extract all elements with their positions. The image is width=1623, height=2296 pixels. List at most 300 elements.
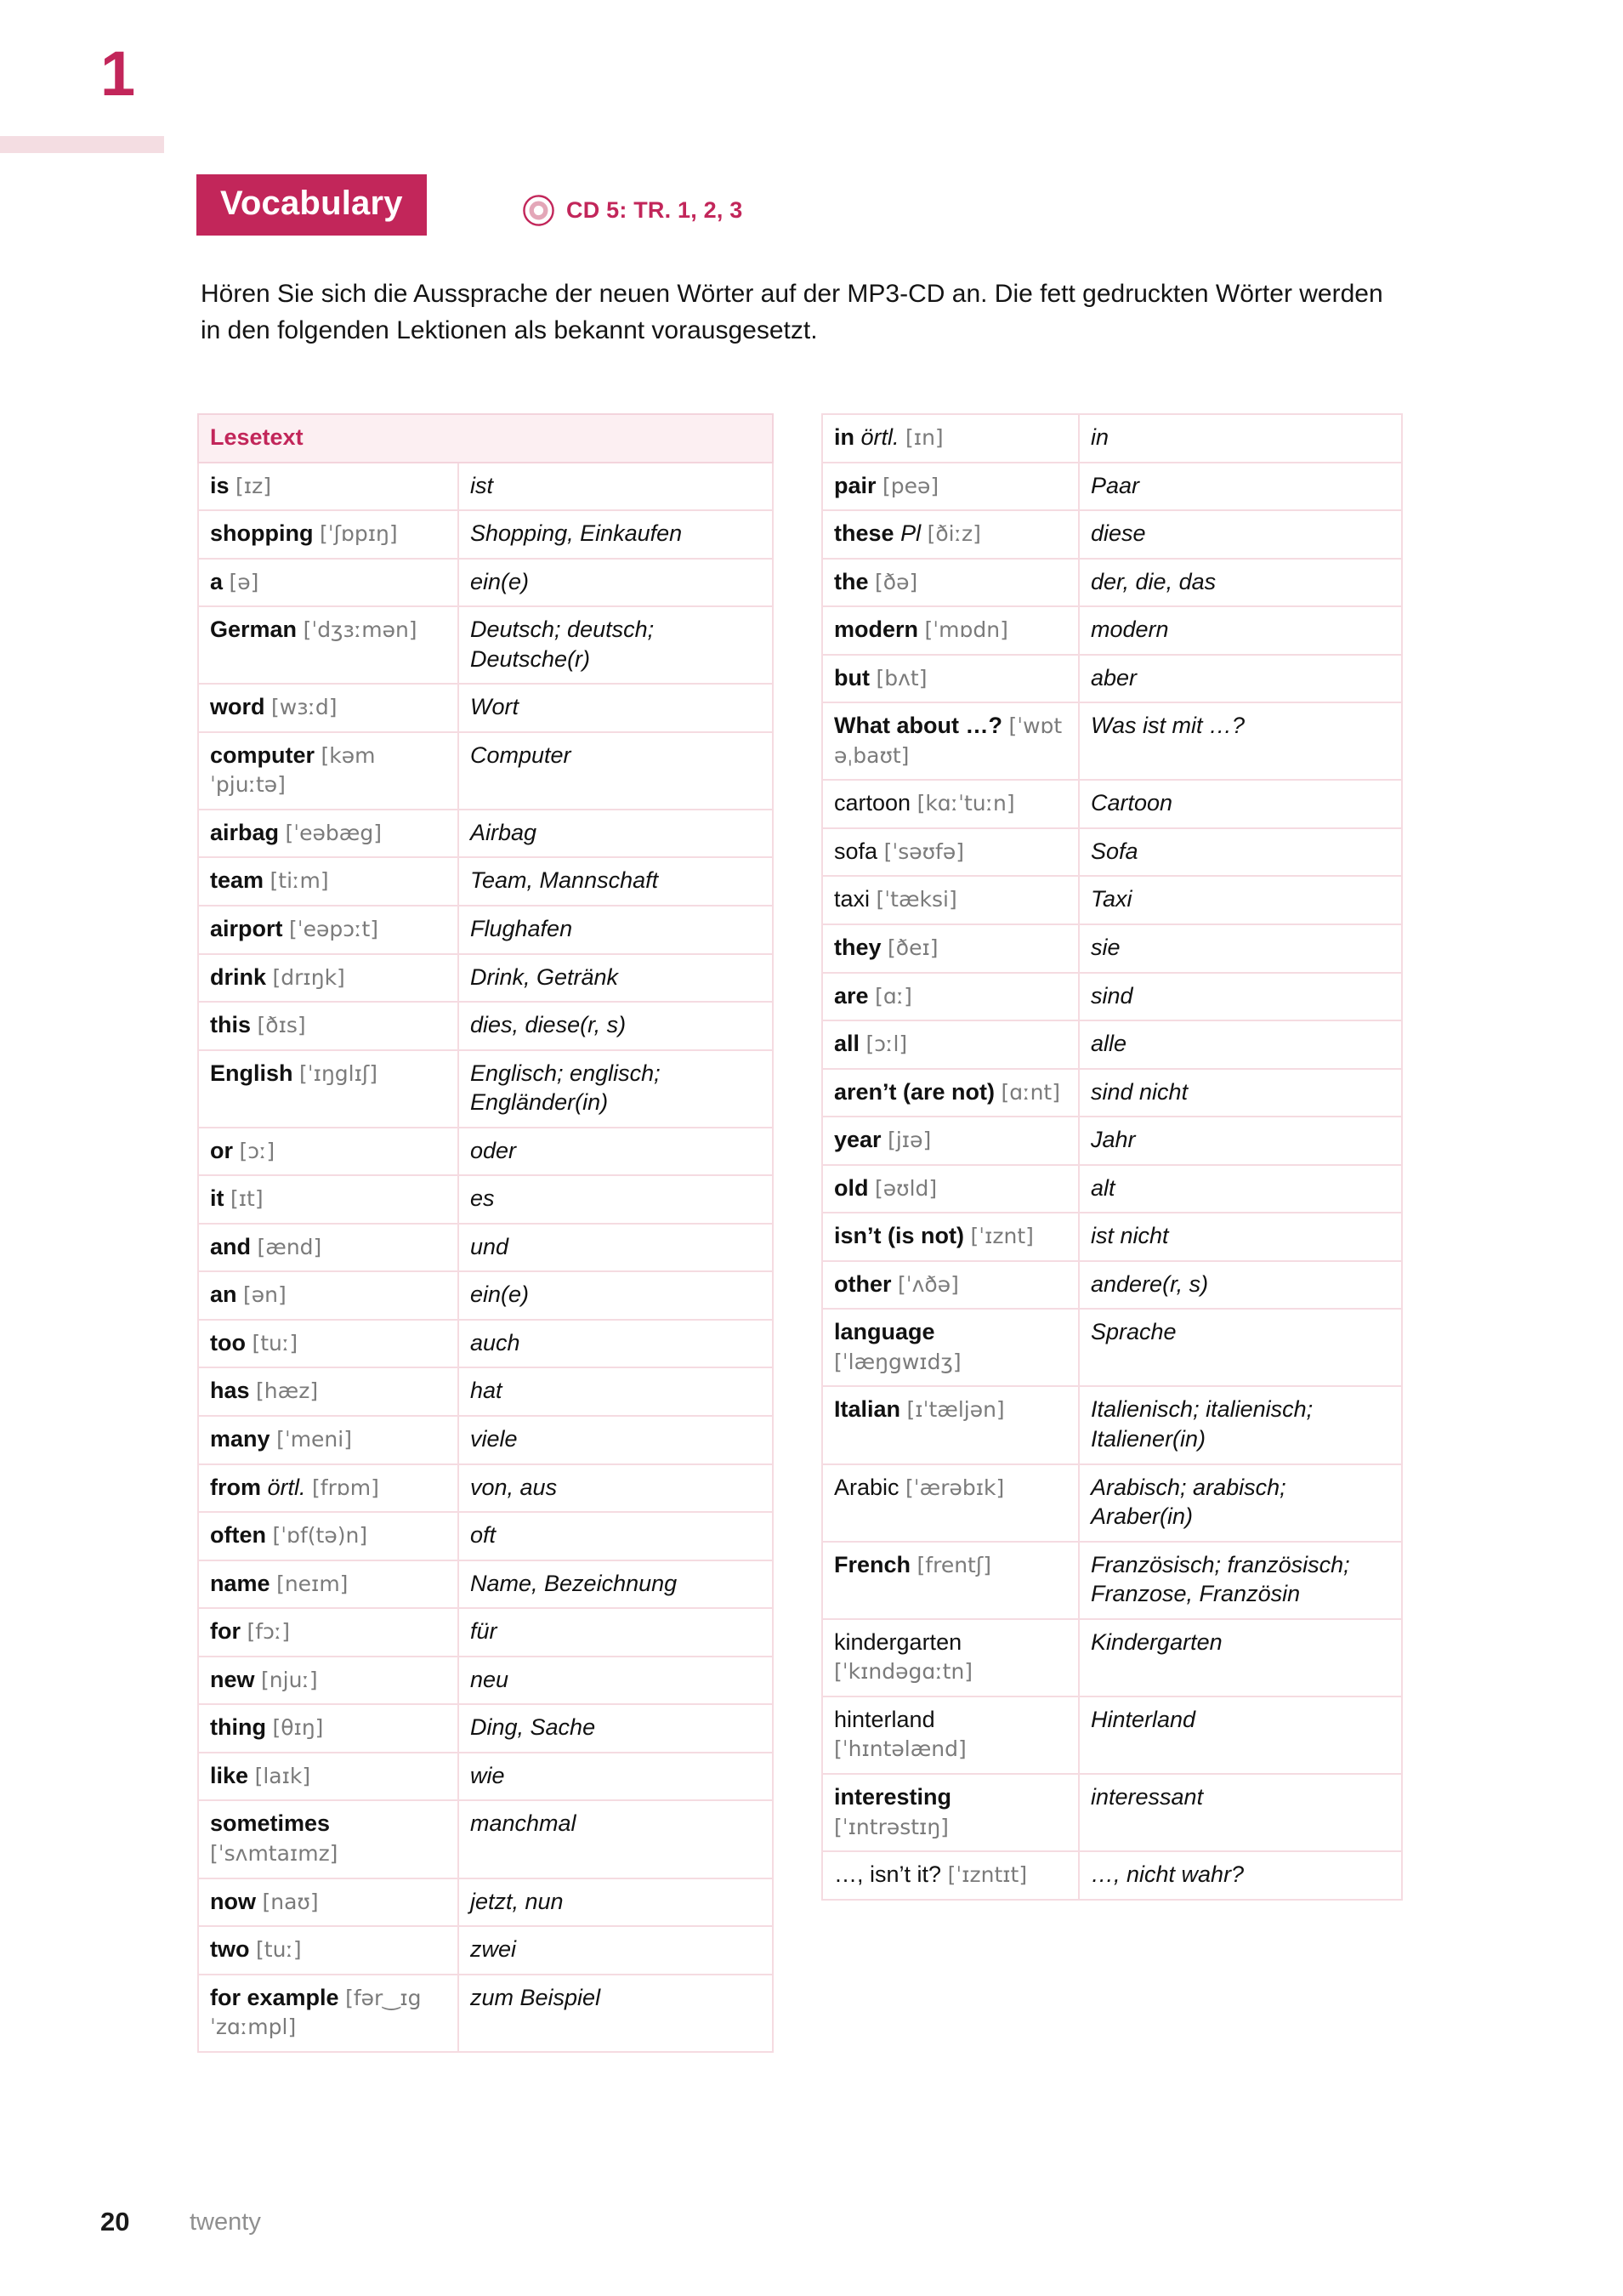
entry-english-cell bbox=[198, 1800, 458, 1878]
entry-pronunciation: [neɪm] bbox=[276, 1571, 349, 1596]
entry-translation: Arabisch; arabisch; Araber(in) bbox=[1091, 1474, 1286, 1530]
section-title-badge: Vocabulary bbox=[196, 174, 427, 236]
table-row bbox=[198, 1002, 773, 1050]
entry-word: German bbox=[210, 617, 298, 643]
entry-english-cell bbox=[198, 1657, 458, 1705]
entry-english-cell bbox=[198, 732, 458, 810]
entry-pronunciation: [naʊ] bbox=[262, 1889, 319, 1914]
entry-pronunciation: [ðeɪ] bbox=[888, 935, 939, 961]
entry-pronunciation: [ˈʃɒpɪŋ] bbox=[320, 521, 398, 547]
table-row bbox=[822, 1069, 1402, 1117]
table-row bbox=[198, 1975, 773, 2052]
table-row bbox=[198, 559, 773, 607]
entry-word: sofa bbox=[834, 838, 878, 864]
entry-pronunciation: [bʌt] bbox=[876, 665, 928, 691]
entry-german-cell bbox=[1079, 1774, 1402, 1851]
entry-word: other bbox=[834, 1270, 892, 1297]
entry-word: year bbox=[834, 1127, 882, 1153]
entry-english-cell bbox=[198, 1753, 458, 1801]
entry-english-cell bbox=[198, 1416, 458, 1464]
entry-word: this bbox=[210, 1012, 252, 1038]
table-row bbox=[198, 1926, 773, 1975]
entry-german-cell bbox=[458, 1926, 773, 1975]
entry-pronunciation: [frɒm] bbox=[312, 1475, 379, 1500]
table-row bbox=[822, 414, 1402, 463]
entry-word: airport bbox=[210, 916, 283, 942]
entry-german-cell bbox=[458, 810, 773, 858]
entry-word: airbag bbox=[210, 819, 280, 845]
entry-pronunciation: [ˈwɒt əˌbaʊt] bbox=[834, 713, 1063, 768]
entry-english-cell bbox=[198, 1608, 458, 1657]
entry-german-cell bbox=[458, 1608, 773, 1657]
entry-translation: Name, Bezeichnung bbox=[470, 1570, 678, 1596]
entry-english-cell bbox=[198, 1050, 458, 1128]
entry-pronunciation: [ˈtæksi] bbox=[876, 887, 957, 912]
entry-word: team bbox=[210, 867, 264, 894]
entry-translation: Sprache bbox=[1091, 1319, 1177, 1345]
entry-english-cell bbox=[822, 876, 1079, 924]
entry-translation: auch bbox=[470, 1329, 520, 1355]
table-row bbox=[822, 780, 1402, 828]
table-header-row bbox=[198, 414, 773, 463]
entry-translation: von, aus bbox=[470, 1474, 558, 1500]
entry-translation: ein(e) bbox=[470, 568, 530, 594]
entry-translation: der, die, das bbox=[1091, 568, 1217, 594]
table-row bbox=[822, 973, 1402, 1021]
entry-german-cell bbox=[458, 1128, 773, 1176]
entry-english-cell bbox=[822, 559, 1079, 607]
table-row bbox=[198, 1128, 773, 1176]
entry-pronunciation: [θɪŋ] bbox=[272, 1715, 324, 1741]
entry-german-cell bbox=[458, 857, 773, 906]
entry-pronunciation: [ˈɒf(tə)n] bbox=[272, 1523, 368, 1549]
entry-english-cell bbox=[198, 1175, 458, 1224]
entry-german-cell bbox=[1079, 655, 1402, 703]
entry-translation: sind nicht bbox=[1091, 1078, 1189, 1105]
entry-translation: ist bbox=[470, 472, 493, 498]
entry-english-cell bbox=[198, 559, 458, 607]
entry-pronunciation: [ɪn] bbox=[905, 425, 944, 450]
table-row bbox=[822, 1696, 1402, 1774]
entry-word: interesting bbox=[834, 1783, 952, 1810]
entry-translation: Hinterland bbox=[1091, 1706, 1196, 1732]
table-row bbox=[822, 1386, 1402, 1463]
page-number-word: twenty bbox=[190, 2208, 261, 2236]
entry-word: but bbox=[834, 664, 870, 691]
entry-grammar-tag: örtl. bbox=[267, 1474, 306, 1500]
entry-pronunciation: [ˈmɒdn] bbox=[924, 617, 1008, 643]
entry-pronunciation: [ɪt] bbox=[230, 1186, 264, 1212]
table-row bbox=[822, 828, 1402, 877]
entry-german-cell bbox=[458, 1224, 773, 1272]
entry-pronunciation: [ɔː] bbox=[239, 1138, 275, 1163]
entry-english-cell bbox=[198, 1464, 458, 1513]
entry-translation: Englisch; englisch; Engländer(in) bbox=[470, 1060, 661, 1116]
entry-english-cell bbox=[198, 1128, 458, 1176]
entry-german-cell bbox=[458, 1050, 773, 1128]
entry-german-cell bbox=[1079, 1696, 1402, 1774]
entry-word: French bbox=[834, 1551, 911, 1577]
entry-word: English bbox=[210, 1060, 293, 1086]
entry-english-cell bbox=[198, 954, 458, 1003]
entry-pronunciation: [ˈhɪntəlænd] bbox=[834, 1736, 967, 1762]
entry-word: a bbox=[210, 568, 224, 594]
entry-german-cell bbox=[1079, 924, 1402, 973]
table-row bbox=[822, 463, 1402, 511]
entry-translation: Ding, Sache bbox=[470, 1714, 596, 1741]
table-row bbox=[822, 876, 1402, 924]
entry-pronunciation: [ɪz] bbox=[236, 473, 271, 498]
entry-english-cell bbox=[198, 510, 458, 559]
entry-word: language bbox=[834, 1319, 935, 1345]
entry-word: often bbox=[210, 1522, 266, 1549]
entry-german-cell bbox=[458, 1878, 773, 1927]
entry-german-cell bbox=[1079, 1020, 1402, 1069]
entry-translation: ist nicht bbox=[1091, 1223, 1169, 1249]
table-row bbox=[198, 1224, 773, 1272]
entry-english-cell bbox=[822, 655, 1079, 703]
cd-disc-icon bbox=[522, 194, 555, 227]
entry-word: has bbox=[210, 1378, 250, 1404]
entry-english-cell bbox=[822, 1069, 1079, 1117]
entry-english-cell bbox=[822, 1851, 1079, 1900]
entry-german-cell bbox=[1079, 1117, 1402, 1165]
entry-german-cell bbox=[1079, 973, 1402, 1021]
entry-word: isn’t (is not) bbox=[834, 1223, 964, 1249]
entry-pronunciation: [ˈsəʊfə] bbox=[883, 838, 964, 864]
entry-translation: Kindergarten bbox=[1091, 1628, 1223, 1655]
entry-word: all bbox=[834, 1031, 860, 1057]
entry-german-cell bbox=[458, 510, 773, 559]
entry-translation: Französisch; französisch; Franzose, Französin bbox=[1091, 1551, 1350, 1607]
entry-translation: interessant bbox=[1091, 1783, 1204, 1810]
entry-pronunciation: [jɪə] bbox=[888, 1128, 932, 1153]
entry-pronunciation: [ˈɪzntɪt] bbox=[947, 1862, 1028, 1888]
entry-german-cell bbox=[1079, 828, 1402, 877]
entry-english-cell bbox=[822, 924, 1079, 973]
entry-pronunciation: [ˈlæŋgwɪdʒ] bbox=[834, 1349, 962, 1374]
entry-word: aren’t (are not) bbox=[834, 1078, 996, 1105]
entry-pronunciation: [fər‿ɪgˈzɑːmpl] bbox=[210, 1985, 422, 2040]
table-row bbox=[822, 1117, 1402, 1165]
entry-pronunciation: [drɪŋk] bbox=[272, 964, 345, 990]
table-row bbox=[198, 684, 773, 732]
table-row bbox=[198, 606, 773, 684]
table-row bbox=[198, 463, 773, 511]
table-row bbox=[198, 1464, 773, 1513]
table-row bbox=[198, 810, 773, 858]
table-row bbox=[198, 857, 773, 906]
entry-pronunciation: [ˈeəpɔːt] bbox=[289, 917, 378, 942]
entry-translation: neu bbox=[470, 1666, 509, 1692]
entry-translation: Shopping, Einkaufen bbox=[470, 520, 683, 547]
entry-pronunciation: [ə] bbox=[229, 569, 259, 594]
entry-english-cell bbox=[822, 1542, 1079, 1619]
entry-word: and bbox=[210, 1233, 252, 1259]
entry-pronunciation: [ˈdʒɜːmən] bbox=[303, 617, 417, 643]
entry-word: or bbox=[210, 1137, 233, 1163]
entry-translation: modern bbox=[1091, 617, 1169, 643]
table-row bbox=[198, 954, 773, 1003]
entry-translation: Team, Mannschaft bbox=[470, 867, 659, 894]
entry-translation: Cartoon bbox=[1091, 790, 1173, 816]
entry-german-cell bbox=[458, 463, 773, 511]
entry-word: now bbox=[210, 1888, 256, 1914]
entry-pronunciation: [ˈsʌmtaɪmz] bbox=[210, 1840, 338, 1866]
entry-german-cell bbox=[458, 1512, 773, 1560]
entry-word: cartoon bbox=[834, 790, 911, 816]
entry-german-cell bbox=[458, 732, 773, 810]
entry-german-cell bbox=[1079, 510, 1402, 559]
table-row bbox=[198, 1878, 773, 1927]
entry-english-cell bbox=[198, 1320, 458, 1368]
table-row bbox=[822, 655, 1402, 703]
entry-word: too bbox=[210, 1329, 246, 1355]
table-row bbox=[198, 1608, 773, 1657]
table-row bbox=[822, 1851, 1402, 1900]
left-table-body bbox=[198, 463, 773, 2052]
entry-english-cell bbox=[822, 1619, 1079, 1696]
instruction-text: Hören Sie sich die Aussprache der neuen Wörter auf der MP3-CD an. Die fett gedruckten Wörter werden in den folgenden Lektionen als bekannt vorausgesetzt. bbox=[201, 280, 1383, 344]
entry-pronunciation: [tiːm] bbox=[270, 868, 329, 894]
entry-pronunciation: [tuː] bbox=[252, 1330, 298, 1355]
entry-english-cell bbox=[198, 1975, 458, 2052]
chapter-rule bbox=[0, 136, 164, 153]
entry-translation: jetzt, nun bbox=[470, 1888, 564, 1914]
entry-german-cell bbox=[458, 906, 773, 954]
entry-grammar-tag: örtl. bbox=[860, 424, 899, 450]
entry-german-cell bbox=[1079, 606, 1402, 655]
entry-german-cell bbox=[1079, 1213, 1402, 1261]
table-row bbox=[198, 1050, 773, 1128]
table-row bbox=[822, 1261, 1402, 1310]
table-row bbox=[822, 1020, 1402, 1069]
entry-word: taxi bbox=[834, 886, 871, 912]
table-row bbox=[198, 1367, 773, 1416]
table-row bbox=[198, 510, 773, 559]
entry-translation: Was ist mit …? bbox=[1091, 713, 1246, 739]
entry-word: is bbox=[210, 472, 230, 498]
entry-translation: Taxi bbox=[1091, 886, 1132, 912]
entry-english-cell bbox=[822, 606, 1079, 655]
entry-translation: zwei bbox=[470, 1936, 517, 1963]
entry-german-cell bbox=[1079, 1165, 1402, 1213]
entry-english-cell bbox=[822, 1309, 1079, 1386]
entry-word: many bbox=[210, 1426, 270, 1452]
entry-word: name bbox=[210, 1570, 270, 1596]
entry-pronunciation: [ɔːl] bbox=[865, 1031, 908, 1057]
entry-grammar-tag: Pl bbox=[900, 520, 922, 547]
entry-german-cell bbox=[1079, 559, 1402, 607]
table-row bbox=[198, 1704, 773, 1753]
table-row bbox=[198, 1560, 773, 1609]
entry-pronunciation: [ɪˈtæljən] bbox=[906, 1397, 1005, 1423]
entry-german-cell bbox=[1079, 876, 1402, 924]
entry-translation: sind bbox=[1091, 982, 1133, 1009]
entry-german-cell bbox=[458, 1002, 773, 1050]
table-row bbox=[198, 1416, 773, 1464]
entry-word: word bbox=[210, 694, 265, 720]
entry-translation: Wort bbox=[470, 694, 519, 720]
entry-english-cell bbox=[822, 414, 1079, 463]
entry-word: Arabic bbox=[834, 1474, 899, 1500]
entry-english-cell bbox=[822, 1261, 1079, 1310]
entry-german-cell bbox=[458, 1975, 773, 2052]
table-row bbox=[198, 1175, 773, 1224]
entry-english-cell bbox=[198, 1271, 458, 1320]
entry-word: modern bbox=[834, 617, 919, 643]
entry-pronunciation: [tuː] bbox=[256, 1937, 302, 1963]
entry-translation: sie bbox=[1091, 935, 1121, 961]
entry-german-cell bbox=[1079, 1386, 1402, 1463]
entry-translation: es bbox=[470, 1185, 495, 1212]
entry-english-cell bbox=[822, 1696, 1079, 1774]
entry-english-cell bbox=[198, 1512, 458, 1560]
entry-translation: in bbox=[1091, 424, 1109, 450]
entry-german-cell bbox=[458, 1657, 773, 1705]
entry-word: new bbox=[210, 1666, 255, 1692]
entry-translation: oft bbox=[470, 1522, 497, 1549]
entry-english-cell bbox=[198, 1224, 458, 1272]
entry-pronunciation: [peə] bbox=[882, 473, 939, 498]
entry-pronunciation: [hæz] bbox=[256, 1378, 319, 1404]
entry-german-cell bbox=[458, 1271, 773, 1320]
entry-word: for bbox=[210, 1618, 241, 1645]
entry-english-cell bbox=[822, 780, 1079, 828]
entry-translation: aber bbox=[1091, 664, 1138, 691]
entry-english-cell bbox=[822, 463, 1079, 511]
entry-word: from örtl. bbox=[210, 1474, 306, 1500]
table-row bbox=[198, 1512, 773, 1560]
entry-pronunciation: [ˈɪŋglɪʃ] bbox=[299, 1060, 378, 1086]
entry-english-cell bbox=[822, 1386, 1079, 1463]
entry-translation: Italienisch; italienisch; Italiener(in) bbox=[1091, 1396, 1314, 1452]
entry-english-cell bbox=[822, 1165, 1079, 1213]
entry-english-cell bbox=[822, 1213, 1079, 1261]
entry-german-cell bbox=[458, 1464, 773, 1513]
entry-translation: Flughafen bbox=[470, 916, 573, 942]
entry-pronunciation: [ænd] bbox=[257, 1234, 322, 1259]
entry-english-cell bbox=[198, 463, 458, 511]
entry-word: What about …? bbox=[834, 713, 1002, 739]
entry-translation: Airbag bbox=[470, 819, 537, 845]
entry-translation: dies, diese(r, s) bbox=[470, 1012, 627, 1038]
table-row bbox=[822, 1774, 1402, 1851]
entry-pronunciation: [ən] bbox=[243, 1282, 287, 1308]
entry-word: for example bbox=[210, 1984, 339, 2010]
entry-english-cell bbox=[198, 857, 458, 906]
entry-translation: diese bbox=[1091, 520, 1146, 547]
page-number: 20 bbox=[100, 2207, 130, 2236]
table-row bbox=[822, 702, 1402, 780]
entry-translation: …, nicht wahr? bbox=[1091, 1861, 1245, 1888]
entry-english-cell bbox=[822, 1020, 1079, 1069]
entry-pronunciation: [ðiːz] bbox=[927, 521, 981, 547]
entry-german-cell bbox=[1079, 1309, 1402, 1386]
entry-word: shopping bbox=[210, 520, 314, 547]
chapter-number: 1 bbox=[100, 38, 136, 109]
entry-pronunciation: [ˈɪntrəstɪŋ] bbox=[834, 1814, 949, 1839]
entry-word: sometimes bbox=[210, 1810, 331, 1837]
entry-english-cell bbox=[198, 1926, 458, 1975]
entry-word: kindergarten bbox=[834, 1628, 962, 1655]
entry-english-cell bbox=[822, 1117, 1079, 1165]
entry-german-cell bbox=[1079, 1542, 1402, 1619]
entry-german-cell bbox=[458, 559, 773, 607]
entry-english-cell bbox=[198, 1560, 458, 1609]
entry-english-cell bbox=[822, 1464, 1079, 1542]
entry-pronunciation: [njuː] bbox=[261, 1667, 318, 1692]
entry-pronunciation: [ˈmeni] bbox=[276, 1427, 352, 1452]
entry-english-cell bbox=[198, 1704, 458, 1753]
entry-translation: viele bbox=[470, 1426, 518, 1452]
table-row bbox=[822, 924, 1402, 973]
table-row bbox=[822, 1542, 1402, 1619]
entry-word: are bbox=[834, 982, 869, 1009]
table-row bbox=[822, 1309, 1402, 1386]
entry-translation: Jahr bbox=[1091, 1127, 1136, 1153]
entry-word: the bbox=[834, 568, 869, 594]
entry-word: these Pl bbox=[834, 520, 922, 547]
entry-word: drink bbox=[210, 963, 267, 990]
entry-translation: Deutsch; deutsch; Deutsche(r) bbox=[470, 617, 655, 672]
entry-german-cell bbox=[1079, 702, 1402, 780]
entry-english-cell bbox=[822, 510, 1079, 559]
entry-translation: Drink, Getränk bbox=[470, 963, 619, 990]
table-row bbox=[822, 606, 1402, 655]
entry-word: Italian bbox=[834, 1396, 901, 1423]
entry-word: computer bbox=[210, 742, 315, 768]
entry-german-cell bbox=[1079, 463, 1402, 511]
entry-english-cell bbox=[198, 906, 458, 954]
entry-translation: andere(r, s) bbox=[1091, 1270, 1209, 1297]
entry-pronunciation: [ðə] bbox=[875, 569, 918, 594]
entry-translation: alle bbox=[1091, 1031, 1127, 1057]
entry-pronunciation: [ˈɪznt] bbox=[970, 1224, 1034, 1249]
entry-german-cell bbox=[1079, 1069, 1402, 1117]
table-row bbox=[198, 1657, 773, 1705]
table-row bbox=[198, 1800, 773, 1878]
entry-translation: ein(e) bbox=[470, 1282, 530, 1308]
entry-pronunciation: [ˈeəbæg] bbox=[285, 820, 382, 845]
entry-pronunciation: [wɜːd] bbox=[271, 695, 338, 720]
entry-english-cell bbox=[198, 1367, 458, 1416]
entry-english-cell bbox=[822, 702, 1079, 780]
entry-german-cell bbox=[458, 1367, 773, 1416]
entry-word: pair bbox=[834, 472, 877, 498]
table-row bbox=[198, 1320, 773, 1368]
entry-english-cell bbox=[822, 828, 1079, 877]
entry-english-cell bbox=[198, 606, 458, 684]
entry-pronunciation: [ɑːnt] bbox=[1001, 1079, 1060, 1105]
entry-german-cell bbox=[458, 1704, 773, 1753]
entry-german-cell bbox=[1079, 1464, 1402, 1542]
entry-english-cell bbox=[198, 1002, 458, 1050]
entry-translation: Paar bbox=[1091, 472, 1140, 498]
entry-german-cell bbox=[458, 684, 773, 732]
entry-german-cell bbox=[458, 1800, 773, 1878]
table-row bbox=[822, 1165, 1402, 1213]
vocabulary-table-right bbox=[821, 413, 1403, 1901]
entry-translation: Computer bbox=[470, 742, 571, 768]
table-row bbox=[822, 510, 1402, 559]
table-row bbox=[822, 1464, 1402, 1542]
cd-track-label: CD 5: TR. 1, 2, 3 bbox=[566, 197, 743, 223]
entry-pronunciation: [ˈærəbɪk] bbox=[905, 1475, 1005, 1500]
entry-german-cell bbox=[458, 606, 773, 684]
vocabulary-table-left bbox=[197, 413, 774, 2053]
entry-word: thing bbox=[210, 1714, 266, 1741]
